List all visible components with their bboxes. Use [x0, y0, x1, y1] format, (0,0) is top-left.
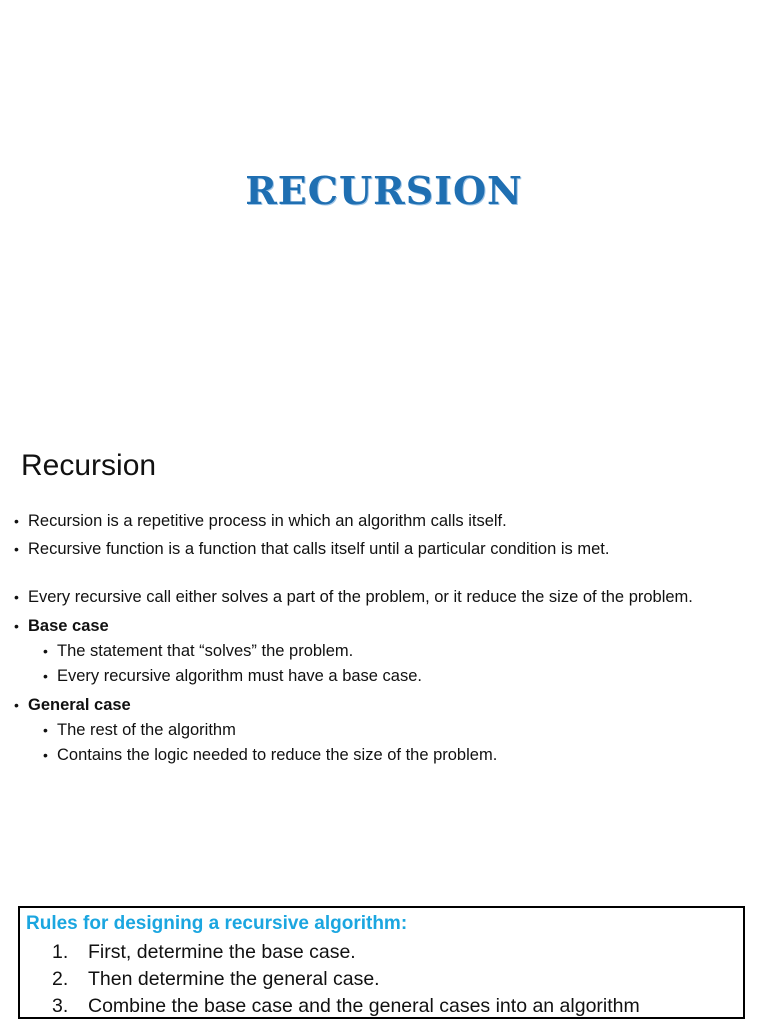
- bullet-icon: •: [14, 618, 19, 634]
- list-item: [43, 640, 726, 663]
- general-case-item: [14, 694, 726, 717]
- rule-item: [52, 939, 742, 966]
- rule-number: 3.: [52, 995, 69, 1017]
- bullet-list: [14, 510, 726, 767]
- rule-item: [52, 993, 742, 1020]
- list-item: [14, 538, 726, 561]
- bullet-icon: •: [14, 513, 19, 529]
- bullet-text: Recursion is a repetitive process in which an algorithm calls itself.: [28, 512, 507, 530]
- slide-title: RECURSION: [245, 168, 523, 213]
- rules-list: [52, 939, 742, 1020]
- bullet-icon: •: [43, 722, 48, 738]
- rule-text: First, determine the base case.: [88, 941, 356, 963]
- bullet-icon: •: [14, 589, 19, 605]
- rules-title: Rules for designing a recursive algorithm:: [26, 913, 408, 934]
- bullet-icon: •: [14, 697, 19, 713]
- bullet-icon: •: [43, 747, 48, 763]
- rule-number: 1.: [52, 941, 69, 963]
- rule-item: [52, 966, 742, 993]
- list-item: [43, 665, 726, 688]
- bullet-text: Every recursive call either solves a part of the problem, or it reduce the size of the problem.: [28, 588, 693, 606]
- bullet-icon: •: [43, 643, 48, 659]
- general-case-label: General case: [28, 696, 131, 714]
- bullet-text: Every recursive algorithm must have a base case.: [57, 667, 422, 685]
- base-case-item: [14, 615, 726, 638]
- bullet-text: Contains the logic needed to reduce the size of the problem.: [57, 746, 498, 764]
- rule-number: 2.: [52, 968, 69, 990]
- list-item: [43, 719, 726, 742]
- bullet-icon: •: [14, 541, 19, 557]
- rule-text: Combine the base case and the general cases into an algorithm: [88, 995, 640, 1017]
- rule-text: Then determine the general case.: [88, 968, 380, 990]
- list-item: [14, 510, 726, 533]
- bullet-text: Recursive function is a function that calls itself until a particular condition is met.: [28, 540, 610, 558]
- bullet-text: The statement that “solves” the problem.: [57, 642, 354, 660]
- rules-box: [18, 906, 745, 1019]
- section-heading: Recursion: [21, 449, 157, 482]
- list-item: [14, 586, 726, 609]
- base-case-label: Base case: [28, 617, 109, 635]
- bullet-icon: •: [43, 668, 48, 684]
- list-item: [43, 744, 726, 767]
- bullet-text: The rest of the algorithm: [57, 721, 236, 739]
